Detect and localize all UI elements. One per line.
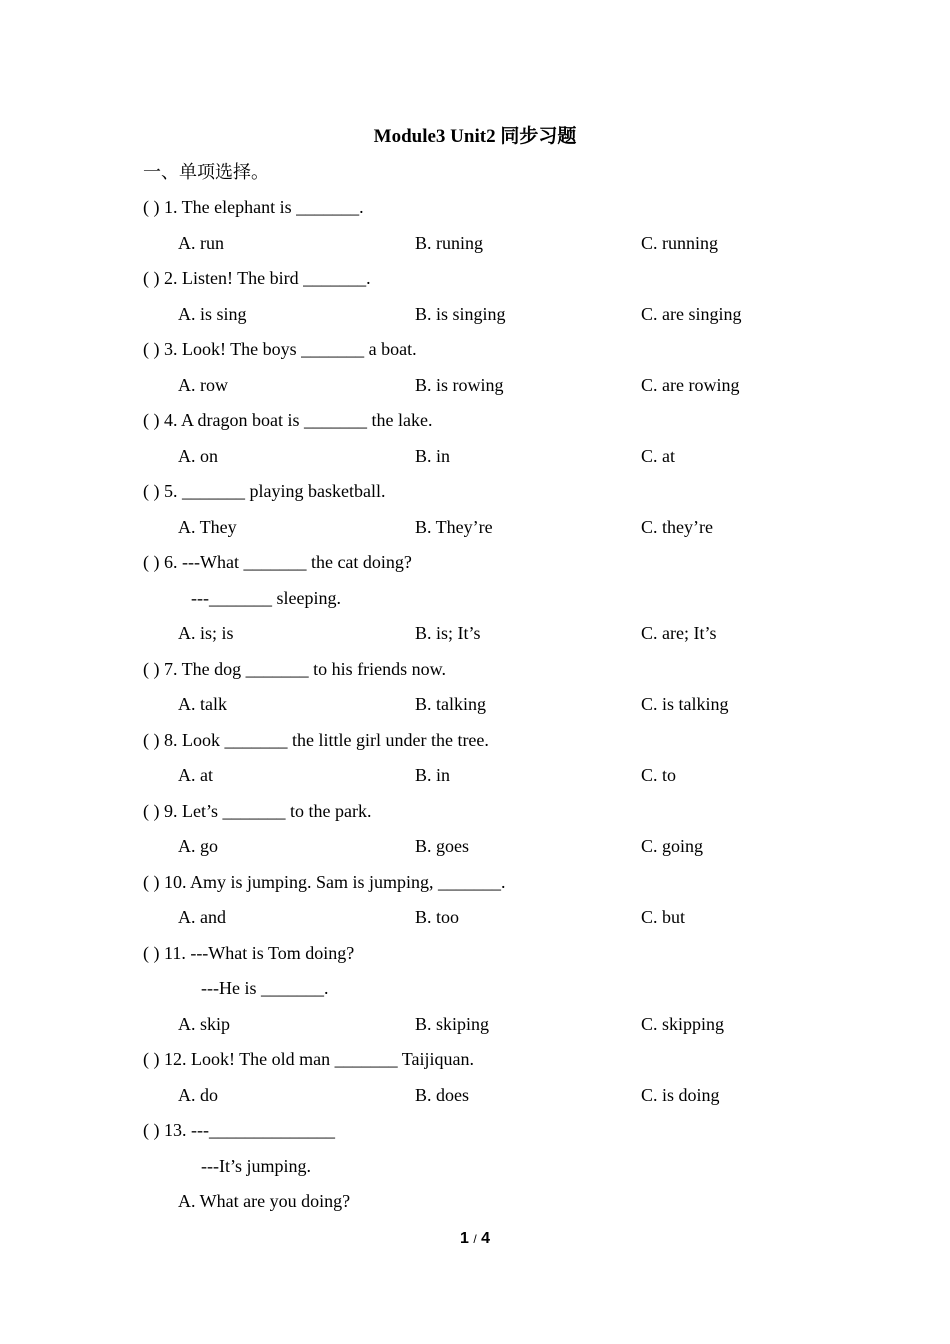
question-item <box>0 798 950 834</box>
option-c: C. are; It’s <box>641 623 717 643</box>
option-c: C. running <box>641 232 719 253</box>
option-a: A. What are you doing? <box>178 1191 351 1211</box>
option-c: C. skipping <box>641 1013 725 1034</box>
question-item <box>0 656 950 692</box>
options-row <box>0 372 950 408</box>
options-row <box>0 1011 950 1047</box>
question-stem: ( ) 1. The elephant is _______. <box>143 197 364 217</box>
option-c: C. are rowing <box>641 374 740 395</box>
page-title: Module3 Unit2 同步习题 <box>373 126 577 147</box>
question-stem: ( ) 4. A dragon boat is _______ the lake. <box>143 410 433 430</box>
option-b: B. in <box>415 445 451 466</box>
options-row <box>0 1082 950 1118</box>
question-stem: ( ) 8. Look _______ the little girl under the tree. <box>143 729 489 750</box>
option-a: A. is; is <box>178 623 234 643</box>
option-a: A. row <box>178 374 228 395</box>
question-list <box>0 194 950 1224</box>
question-stem: ( ) 3. Look! The boys _______ a boat. <box>143 339 417 359</box>
option-a: A. do <box>178 1084 218 1105</box>
question-stem: ( ) 2. Listen! The bird _______. <box>143 268 371 288</box>
question-item <box>0 336 950 372</box>
question-stem: ( ) 5. _______ playing basketball. <box>143 481 386 501</box>
question-stem: ( ) 12. Look! The old man _______ Taijiquan. <box>143 1049 475 1069</box>
page-number <box>0 1228 950 1250</box>
option-a: A. skip <box>178 1013 231 1034</box>
option-b: B. too <box>415 907 460 927</box>
option-a: A. talk <box>178 694 227 714</box>
option-c: C. at <box>641 445 675 466</box>
question-item <box>0 940 950 976</box>
question-stem: ( ) 10. Amy is jumping. Sam is jumping, _______. <box>143 871 506 892</box>
option-a: A. They <box>178 516 237 537</box>
option-b: B. runing <box>415 232 484 253</box>
option-c: C. to <box>641 765 677 785</box>
option-a: A. and <box>178 907 226 927</box>
option-a: A. on <box>178 445 218 466</box>
option-b: B. talking <box>415 694 486 714</box>
question-reply-line <box>0 585 950 621</box>
option-c: C. they’re <box>641 516 713 537</box>
page-total: 4 <box>481 1230 491 1247</box>
options-row <box>0 904 950 940</box>
question-item <box>0 1046 950 1082</box>
option-b: B. They’re <box>415 516 493 537</box>
option-c: C. are singing <box>641 303 742 324</box>
question-item <box>0 478 950 514</box>
options-row <box>0 301 950 337</box>
question-reply-line <box>0 1153 950 1189</box>
options-row <box>0 443 950 479</box>
options-row <box>0 833 950 869</box>
options-row <box>0 230 950 266</box>
options-row <box>0 620 950 656</box>
option-b: B. is rowing <box>415 374 504 395</box>
option-b: B. in <box>415 765 451 785</box>
option-a: A. is sing <box>178 303 247 324</box>
question-reply: ---_______ sleeping. <box>191 587 341 608</box>
question-item <box>0 194 950 230</box>
option-b: B. goes <box>415 836 469 856</box>
options-row <box>0 1188 950 1224</box>
options-row <box>0 762 950 798</box>
question-stem: ( ) 9. Let’s _______ to the park. <box>143 800 372 821</box>
option-c: C. but <box>641 907 686 927</box>
option-c: C. is doing <box>641 1084 720 1105</box>
question-stem: ( ) 11. ---What is Tom doing? <box>143 942 355 963</box>
question-item <box>0 549 950 585</box>
question-stem: ( ) 7. The dog _______ to his friends now. <box>143 658 446 679</box>
option-b: B. skiping <box>415 1013 490 1034</box>
page-current: 1 <box>459 1230 469 1247</box>
option-a: A. at <box>178 765 213 785</box>
question-item <box>0 1117 950 1153</box>
question-item <box>0 727 950 763</box>
page-separator: / <box>473 1232 477 1246</box>
question-reply: ---It’s jumping. <box>201 1155 311 1176</box>
option-b: B. does <box>415 1084 469 1105</box>
question-item <box>0 407 950 443</box>
question-reply-line <box>0 975 950 1011</box>
option-c: C. going <box>641 836 704 856</box>
section-heading: 一、单项选择。 <box>143 162 269 183</box>
option-a: A. run <box>178 232 224 253</box>
question-stem: ( ) 13. ---______________ <box>143 1120 335 1140</box>
options-row <box>0 514 950 550</box>
option-b: B. is singing <box>415 303 506 324</box>
option-c: C. is talking <box>641 694 729 714</box>
options-row <box>0 691 950 727</box>
question-item <box>0 869 950 905</box>
question-stem: ( ) 6. ---What _______ the cat doing? <box>143 552 412 572</box>
question-item <box>0 265 950 301</box>
option-b: B. is; It’s <box>415 623 481 643</box>
question-reply: ---He is _______. <box>201 978 329 998</box>
option-a: A. go <box>178 836 218 856</box>
